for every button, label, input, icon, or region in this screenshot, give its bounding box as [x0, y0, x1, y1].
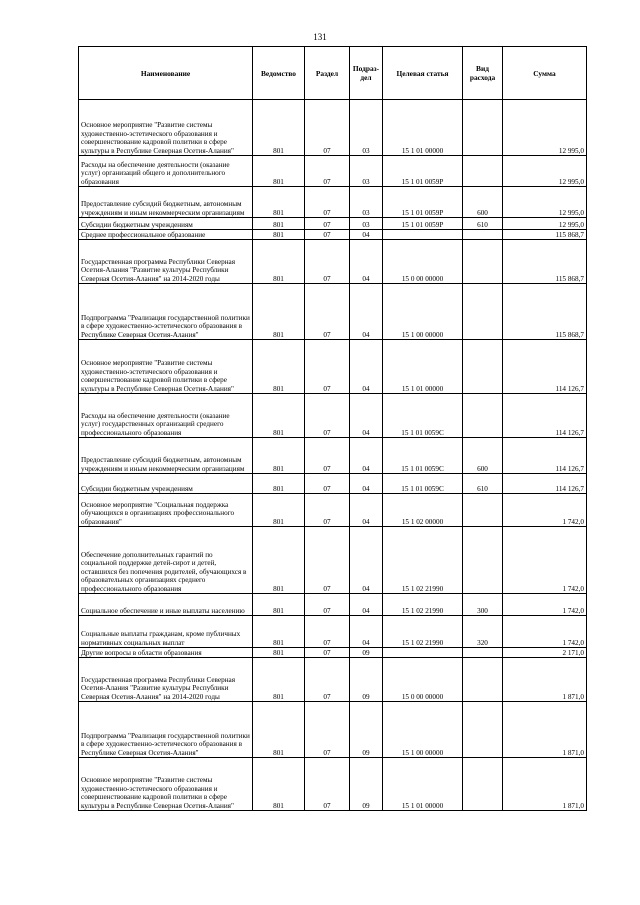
cell-summa: 114 126,7	[503, 438, 587, 474]
cell-vid-rashoda	[463, 394, 503, 438]
cell-vid-rashoda	[463, 648, 503, 658]
cell-summa: 12 995,0	[503, 218, 587, 230]
cell-razdel: 07	[305, 438, 350, 474]
cell-vid-rashoda	[463, 284, 503, 340]
cell-name: Основное мероприятие "Развитие системы художественно-эстетического образования и совершенствование кадровой политики в сфере культуры в Республике Северная Осетия-Алания"	[79, 758, 253, 811]
cell-summa: 1 742,0	[503, 594, 587, 616]
table-row	[79, 156, 587, 187]
cell-name: Среднее профессиональное образование	[79, 230, 253, 240]
cell-podrazdel: 04	[350, 340, 383, 394]
header-vid-rashoda: Вид расхода	[463, 47, 503, 100]
cell-vid-rashoda: 300	[463, 594, 503, 616]
cell-name: Предоставление субсидий бюджетным, автономным учреждениям и иным некоммерческим организациям	[79, 187, 253, 218]
cell-razdel: 07	[305, 284, 350, 340]
cell-celevaya-statya: 15 0 00 00000	[383, 240, 463, 284]
cell-podrazdel: 03	[350, 100, 383, 156]
cell-summa: 1 871,0	[503, 758, 587, 811]
cell-podrazdel: 04	[350, 394, 383, 438]
cell-vedomstvo: 801	[253, 527, 305, 594]
cell-vedomstvo: 801	[253, 648, 305, 658]
cell-vedomstvo: 801	[253, 702, 305, 758]
cell-razdel: 07	[305, 394, 350, 438]
cell-summa: 114 126,7	[503, 394, 587, 438]
cell-summa: 12 995,0	[503, 100, 587, 156]
cell-celevaya-statya: 15 1 02 21990	[383, 527, 463, 594]
cell-celevaya-statya: 15 1 02 00000	[383, 494, 463, 527]
table-row	[79, 438, 587, 474]
cell-podrazdel: 04	[350, 527, 383, 594]
cell-vedomstvo: 801	[253, 438, 305, 474]
table-row	[79, 340, 587, 394]
cell-name: Основное мероприятие "Развитие системы художественно-эстетического образования и совершенствование кадровой политики в сфере культуры в Республике Северная Осетия-Алания"	[79, 340, 253, 394]
cell-name: Государственная программа Республики Северная Осетия-Алания "Развитие культуры Республики Северная Осетия-Алания" на 2014-2020 годы	[79, 240, 253, 284]
cell-summa: 115 868,7	[503, 230, 587, 240]
table-row	[79, 702, 587, 758]
cell-razdel: 07	[305, 340, 350, 394]
cell-vid-rashoda	[463, 494, 503, 527]
cell-name: Субсидии бюджетным учреждениям	[79, 218, 253, 230]
header-summa: Сумма	[503, 47, 587, 100]
table-row	[79, 594, 587, 616]
table-row	[79, 616, 587, 648]
cell-name: Основное мероприятие "Социальная поддержка обучающихся в организациях профессионального образования"	[79, 494, 253, 527]
cell-vid-rashoda: 600	[463, 187, 503, 218]
cell-vedomstvo: 801	[253, 187, 305, 218]
table-row	[79, 494, 587, 527]
cell-vedomstvo: 801	[253, 616, 305, 648]
cell-summa: 12 995,0	[503, 187, 587, 218]
cell-vedomstvo: 801	[253, 394, 305, 438]
cell-vid-rashoda: 610	[463, 218, 503, 230]
cell-podrazdel: 04	[350, 438, 383, 474]
header-vedomstvo: Ведомство	[253, 47, 305, 100]
cell-name: Социальные выплаты гражданам, кроме публичных нормативных социальных выплат	[79, 616, 253, 648]
cell-name: Предоставление субсидий бюджетным, автономным учреждениям и иным некоммерческим организациям	[79, 438, 253, 474]
table-row	[79, 284, 587, 340]
header-name: Наименование	[79, 47, 253, 100]
cell-name: Обеспечение дополнительных гарантий по социальной поддержке детей-сирот и детей, оставшихся без попечения родителей, обучающихся в образовательных организациях среднего профессионального образования	[79, 527, 253, 594]
cell-name: Субсидии бюджетным учреждениям	[79, 474, 253, 494]
cell-celevaya-statya: 15 1 00 00000	[383, 702, 463, 758]
cell-podrazdel: 04	[350, 230, 383, 240]
table-row	[79, 474, 587, 494]
cell-summa: 1 871,0	[503, 658, 587, 702]
table-row	[79, 658, 587, 702]
cell-vedomstvo: 801	[253, 658, 305, 702]
cell-razdel: 07	[305, 240, 350, 284]
table-row	[79, 230, 587, 240]
cell-vid-rashoda	[463, 240, 503, 284]
cell-celevaya-statya: 15 1 01 00000	[383, 100, 463, 156]
cell-celevaya-statya	[383, 648, 463, 658]
cell-vedomstvo: 801	[253, 474, 305, 494]
cell-name: Основное мероприятие "Развитие системы художественно-эстетического образования и совершенствование кадровой политики в сфере культуры в Республике Северная Осетия-Алания"	[79, 100, 253, 156]
cell-vid-rashoda	[463, 702, 503, 758]
cell-name: Подпрограмма "Реализация государственной политики в сфере художественно-эстетического образования в Республике Северная Осетия-Алания"	[79, 284, 253, 340]
cell-razdel: 07	[305, 187, 350, 218]
cell-vid-rashoda	[463, 230, 503, 240]
cell-podrazdel: 04	[350, 594, 383, 616]
cell-vid-rashoda: 610	[463, 474, 503, 494]
cell-celevaya-statya: 15 1 01 00000	[383, 340, 463, 394]
cell-podrazdel: 03	[350, 218, 383, 230]
cell-name: Подпрограмма "Реализация государственной политики в сфере художественно-эстетического образования в Республике Северная Осетия-Алания"	[79, 702, 253, 758]
cell-podrazdel: 03	[350, 156, 383, 187]
cell-vedomstvo: 801	[253, 340, 305, 394]
cell-celevaya-statya: 15 1 01 0059Р	[383, 187, 463, 218]
cell-summa: 1 742,0	[503, 616, 587, 648]
cell-vedomstvo: 801	[253, 230, 305, 240]
cell-podrazdel: 09	[350, 758, 383, 811]
cell-razdel: 07	[305, 156, 350, 187]
cell-podrazdel: 04	[350, 240, 383, 284]
cell-vedomstvo: 801	[253, 240, 305, 284]
cell-vedomstvo: 801	[253, 156, 305, 187]
cell-vid-rashoda: 320	[463, 616, 503, 648]
cell-podrazdel: 09	[350, 648, 383, 658]
cell-razdel: 07	[305, 758, 350, 811]
cell-celevaya-statya: 15 1 02 21990	[383, 594, 463, 616]
header-celevaya-statya: Целевая статья	[383, 47, 463, 100]
table-row	[79, 187, 587, 218]
cell-summa: 115 868,7	[503, 284, 587, 340]
cell-summa: 114 126,7	[503, 474, 587, 494]
cell-summa: 1 871,0	[503, 702, 587, 758]
cell-razdel: 07	[305, 658, 350, 702]
cell-celevaya-statya: 15 1 02 21990	[383, 616, 463, 648]
header-razdel: Раздел	[305, 47, 350, 100]
cell-name: Расходы на обеспечение деятельности (оказание услуг) организаций общего и дополнительного образования	[79, 156, 253, 187]
table-row	[79, 394, 587, 438]
cell-celevaya-statya: 15 1 01 0059С	[383, 394, 463, 438]
cell-podrazdel: 03	[350, 187, 383, 218]
table-header-row	[79, 47, 587, 100]
budget-table	[78, 46, 587, 811]
cell-razdel: 07	[305, 616, 350, 648]
cell-name: Государственная программа Республики Северная Осетия-Алания "Развитие культуры Республики Северная Осетия-Алания" на 2014-2020 годы	[79, 658, 253, 702]
table-row	[79, 100, 587, 156]
table-row	[79, 758, 587, 811]
cell-celevaya-statya: 15 1 00 00000	[383, 284, 463, 340]
table-row	[79, 240, 587, 284]
cell-celevaya-statya: 15 1 01 00000	[383, 758, 463, 811]
cell-podrazdel: 04	[350, 494, 383, 527]
cell-razdel: 07	[305, 594, 350, 616]
cell-celevaya-statya: 15 1 01 0059С	[383, 474, 463, 494]
cell-vedomstvo: 801	[253, 494, 305, 527]
cell-celevaya-statya	[383, 230, 463, 240]
table-row	[79, 527, 587, 594]
cell-vid-rashoda	[463, 758, 503, 811]
cell-vedomstvo: 801	[253, 100, 305, 156]
cell-razdel: 07	[305, 494, 350, 527]
cell-vedomstvo: 801	[253, 284, 305, 340]
cell-podrazdel: 09	[350, 658, 383, 702]
cell-vid-rashoda	[463, 156, 503, 187]
cell-razdel: 07	[305, 702, 350, 758]
cell-celevaya-statya: 15 0 00 00000	[383, 658, 463, 702]
cell-name: Расходы на обеспечение деятельности (оказание услуг) государственных организаций среднего профессионального образования	[79, 394, 253, 438]
cell-razdel: 07	[305, 527, 350, 594]
cell-razdel: 07	[305, 230, 350, 240]
cell-vedomstvo: 801	[253, 218, 305, 230]
page-number: 131	[313, 32, 327, 42]
cell-razdel: 07	[305, 648, 350, 658]
cell-razdel: 07	[305, 100, 350, 156]
cell-name: Другие вопросы в области образования	[79, 648, 253, 658]
header-podrazdel: Подраз-дел	[350, 47, 383, 100]
cell-summa: 115 868,7	[503, 240, 587, 284]
table-body	[79, 100, 587, 811]
cell-podrazdel: 04	[350, 474, 383, 494]
cell-summa: 114 126,7	[503, 340, 587, 394]
cell-name: Социальное обеспечение и иные выплаты населению	[79, 594, 253, 616]
cell-vid-rashoda	[463, 100, 503, 156]
cell-podrazdel: 04	[350, 284, 383, 340]
cell-summa: 2 171,0	[503, 648, 587, 658]
cell-vid-rashoda	[463, 658, 503, 702]
cell-vedomstvo: 801	[253, 594, 305, 616]
table-row	[79, 218, 587, 230]
cell-celevaya-statya: 15 1 01 0059С	[383, 438, 463, 474]
cell-podrazdel: 09	[350, 702, 383, 758]
cell-summa: 12 995,0	[503, 156, 587, 187]
cell-summa: 1 742,0	[503, 494, 587, 527]
cell-razdel: 07	[305, 218, 350, 230]
cell-celevaya-statya: 15 1 01 0059Р	[383, 156, 463, 187]
cell-vedomstvo: 801	[253, 758, 305, 811]
table-row	[79, 648, 587, 658]
cell-celevaya-statya: 15 1 01 0059Р	[383, 218, 463, 230]
cell-vid-rashoda	[463, 527, 503, 594]
cell-podrazdel: 04	[350, 616, 383, 648]
cell-vid-rashoda	[463, 340, 503, 394]
cell-vid-rashoda: 600	[463, 438, 503, 474]
cell-summa: 1 742,0	[503, 527, 587, 594]
cell-razdel: 07	[305, 474, 350, 494]
